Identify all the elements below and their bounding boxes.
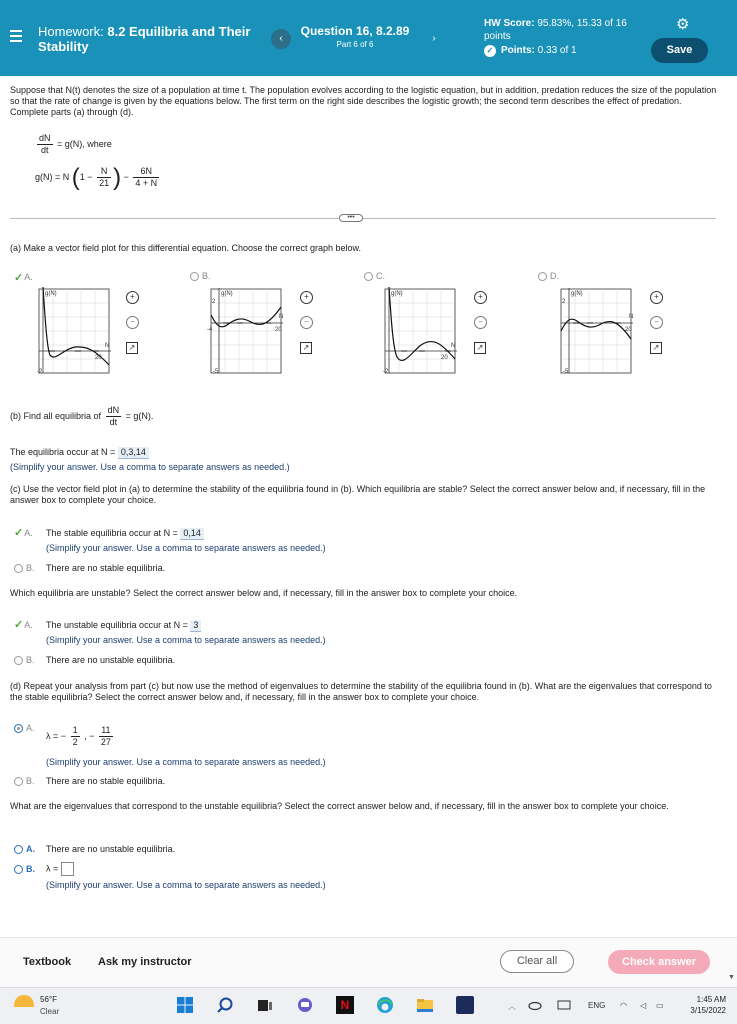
part-c-unstable-prompt: Which equilibria are unstable? Select the correct answer below and, if necessary, fill in the answer box to complete your choice.	[10, 588, 518, 598]
points-score: ✓ Points: 0.33 of 1	[484, 45, 577, 57]
svg-text:20: 20	[275, 327, 282, 333]
textbook-link[interactable]: Textbook	[23, 956, 72, 968]
part-b-answer: The equilibria occur at N = 0,3,14	[10, 447, 149, 459]
option-b-radio[interactable]: B.	[190, 271, 211, 281]
footer-bar	[0, 937, 737, 987]
correct-check-icon: ✓	[14, 272, 24, 284]
language-indicator[interactable]: ENG	[588, 1001, 606, 1010]
zoom-in-icon-a[interactable]: +	[126, 291, 139, 304]
menu-icon[interactable]	[10, 30, 22, 45]
eigenvalue-answer-input[interactable]	[61, 862, 74, 876]
weather-temperature[interactable]: 56°F	[40, 995, 57, 1004]
volume-icon[interactable]: ◁	[640, 1001, 647, 1010]
weather-sun-icon[interactable]	[14, 995, 34, 1007]
zoom-out-icon-d[interactable]: −	[650, 316, 663, 329]
graph-option-a	[35, 287, 113, 375]
part-d-b-text: There are no stable equilibria.	[46, 776, 166, 786]
zoom-out-icon-a[interactable]: −	[126, 316, 139, 329]
tray-overflow-icon[interactable]: ︿	[508, 1002, 516, 1011]
part-c-stable-b-text: There are no stable equilibria.	[46, 563, 166, 573]
scroll-down-arrow-icon[interactable]: ▼	[728, 974, 735, 981]
zoom-out-icon-b[interactable]: −	[300, 316, 313, 329]
homework-title: Homework: 8.2 Equilibria and Their Stability	[38, 24, 251, 54]
svg-text:-2: -2	[383, 369, 389, 375]
graph-a-ytick-bottom: -2	[37, 369, 43, 375]
problem-intro: Suppose that N(t) denotes the size of a population at time t. The population evolves according to the logistic equation, but in addition, predation reduces the size of the population so that the rate of change is given by the equations below. The first term on the right side describes the logistic growth; the second term describes the effect of predation. Complete parts (a) through (d).	[10, 85, 717, 117]
keyboard-icon[interactable]	[557, 998, 571, 1012]
part-c-unstable-b-text: There are no unstable equilibria.	[46, 655, 176, 665]
app-header	[0, 0, 737, 76]
part-d-unstable-option-a[interactable]: A.	[14, 844, 35, 855]
graph-option-d	[557, 287, 635, 375]
weather-description[interactable]: Clear	[40, 1007, 60, 1016]
svg-text:-5: -5	[563, 369, 569, 375]
svg-text:20: 20	[441, 355, 448, 361]
graph-a-xlabel: N	[105, 343, 110, 349]
zoom-out-icon-c[interactable]: −	[474, 316, 487, 329]
svg-text:20: 20	[625, 327, 632, 333]
graph-a-xtick: 20	[95, 355, 102, 361]
task-view-icon[interactable]	[256, 996, 274, 1014]
part-d-unstable-option-b[interactable]: B.	[14, 864, 35, 875]
check-answer-button[interactable]: Check answer	[608, 950, 710, 974]
popout-icon-d[interactable]: ↗	[650, 342, 662, 354]
part-d-ub-note: (Simplify your answer. Use a comma to separate answers as needed.)	[46, 880, 326, 890]
graph-option-c	[381, 287, 459, 375]
svg-text:2: 2	[212, 299, 216, 305]
correct-check-icon: ✓	[14, 619, 24, 632]
chat-icon[interactable]	[296, 996, 314, 1014]
wifi-icon[interactable]: ◠	[620, 1001, 627, 1010]
part-d-option-b[interactable]: B.	[14, 776, 35, 787]
clear-all-button[interactable]: Clear all	[500, 950, 574, 973]
zoom-in-icon-c[interactable]: +	[474, 291, 487, 304]
part-b-prompt: (b) Find all equilibria of $\frac{dN}{dt}$ = g(N).	[10, 405, 154, 427]
part-d-eigenvalue-answer: λ = − $\frac{1}{2}$ , − $\frac{11}{27}$	[46, 725, 111, 747]
part-c-stable-option-a[interactable]: ✓A.	[14, 527, 33, 540]
part-a-prompt: (a) Make a vector field plot for this differential equation. Choose the correct graph below.	[10, 243, 362, 253]
zoom-in-icon-d[interactable]: +	[650, 291, 663, 304]
svg-text:N: N	[629, 314, 634, 320]
part-c-unstable-a-text: The unstable equilibria occur at N = 3	[46, 620, 201, 632]
part-d-a-note: (Simplify your answer. Use a comma to separate answers as needed.)	[46, 757, 326, 767]
svg-text:2: 2	[562, 299, 566, 305]
unstable-answer-box[interactable]: 3	[190, 620, 201, 632]
windows-taskbar	[0, 987, 737, 1024]
netflix-app-icon[interactable]: N	[336, 996, 354, 1014]
part-b-answer-box[interactable]: 0,3,14	[118, 447, 149, 459]
part-c-stable-option-b[interactable]: B.	[14, 563, 35, 574]
option-d-radio[interactable]: D.	[538, 271, 559, 281]
question-title: Question 16, 8.2.89	[300, 24, 410, 38]
system-clock[interactable]: 1:45 AM 3/15/2022	[690, 995, 726, 1015]
ask-instructor-link[interactable]: Ask my instructor	[98, 956, 192, 968]
part-c-unstable-option-a[interactable]: ✓A.	[14, 619, 33, 632]
equation-1: $\frac{dN}{dt}$ = g(N), where	[39, 133, 112, 155]
onedrive-icon[interactable]	[528, 998, 542, 1012]
part-c-prompt: (c) Use the vector field plot in (a) to determine the stability of the equilibria found in (b). Which equilibria are stable? Select the correct answer below and, if necessary, fill in the answer box to complete your choice.	[10, 484, 706, 505]
save-button[interactable]: Save	[651, 38, 708, 63]
file-explorer-icon[interactable]	[416, 996, 434, 1014]
option-c-radio[interactable]: C.	[364, 271, 385, 281]
popout-icon-c[interactable]: ↗	[474, 342, 486, 354]
correct-check-icon: ✓	[14, 527, 24, 540]
question-part: Part 6 of 6	[336, 40, 374, 49]
part-c-unstable-note: (Simplify your answer. Use a comma to separate answers as needed.)	[46, 635, 326, 645]
next-question-button[interactable]: ›	[424, 29, 444, 49]
edge-browser-icon[interactable]	[376, 996, 394, 1014]
section-divider	[10, 218, 716, 219]
hw-score: HW Score: 95.83%, 15.33 of 16 points	[484, 18, 627, 42]
stable-answer-box[interactable]: 0,14	[180, 528, 204, 540]
settings-gear-icon[interactable]: ⚙	[676, 16, 690, 33]
part-b-note: (Simplify your answer. Use a comma to separate answers as needed.)	[10, 462, 290, 472]
part-d-unstable-prompt: What are the eigenvalues that correspond to the unstable equilibria? Select the correct answer below and, if necessary, fill in the answer box to complete your choice.	[10, 801, 669, 811]
svg-text:g(N): g(N)	[221, 291, 233, 297]
part-d-prompt: (d) Repeat your analysis from part (c) but now use the method of eigenvalues to determine the stability of the equilibria found in (b). What are the eigenvalues that correspond to the stable equilibria? Select the correct answer below and, if necessary, fill in the answer box to complete your choice.	[10, 681, 712, 702]
part-c-unstable-option-b[interactable]: B.	[14, 655, 35, 666]
popout-icon-b[interactable]: ↗	[300, 342, 312, 354]
option-a-radio[interactable]: ✓A.	[14, 271, 33, 284]
equation-2: g(N) = N (1 − $\frac{N}{21}$ ) − $\frac{6N}{4 + N}$	[35, 164, 158, 191]
svg-text:-4: -4	[207, 327, 213, 333]
graph-a-ylabel: g(N)	[45, 291, 57, 297]
part-d-ub-lambda: λ =	[46, 862, 74, 876]
graph-option-b	[207, 287, 285, 375]
part-c-stable-a-text: The stable equilibria occur at N = 0,14	[46, 528, 204, 540]
svg-text:-5: -5	[213, 369, 219, 375]
svg-text:g(N): g(N)	[391, 291, 403, 297]
expand-more-button[interactable]: •••	[339, 214, 363, 222]
zoom-in-icon-b[interactable]: +	[300, 291, 313, 304]
search-icon[interactable]	[216, 996, 234, 1014]
svg-text:g(N): g(N)	[571, 291, 583, 297]
popout-icon-a[interactable]: ↗	[126, 342, 138, 354]
part-d-ua-text: There are no unstable equilibria.	[46, 844, 176, 854]
previous-question-button[interactable]: ‹	[271, 29, 291, 49]
svg-text:N: N	[451, 343, 456, 349]
part-c-stable-note: (Simplify your answer. Use a comma to separate answers as needed.)	[46, 543, 326, 553]
battery-icon[interactable]: ▭	[656, 1001, 664, 1010]
points-check-icon: ✓	[484, 45, 496, 57]
windows-start-icon[interactable]	[176, 996, 194, 1014]
part-d-option-a[interactable]: A.	[14, 723, 35, 734]
disney-plus-app-icon[interactable]	[456, 996, 474, 1014]
svg-text:N: N	[279, 314, 284, 320]
